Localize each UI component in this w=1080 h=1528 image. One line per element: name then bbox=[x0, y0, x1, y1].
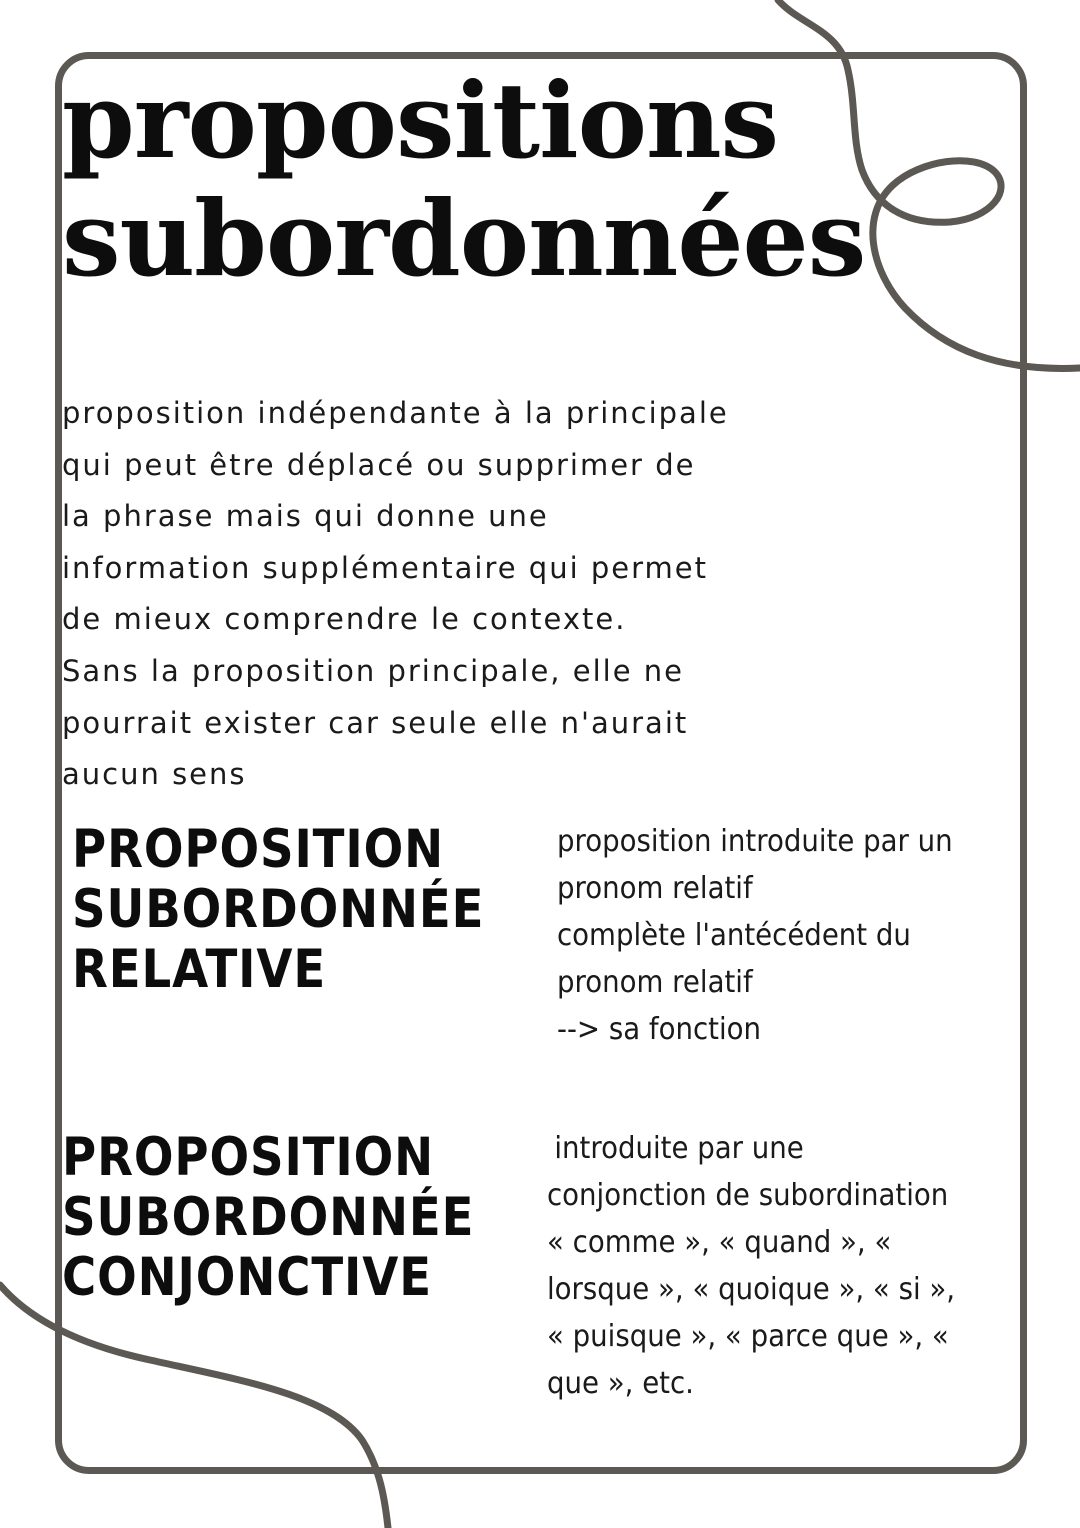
title-line: propositions bbox=[62, 59, 779, 182]
heading-line: SUBORDONNÉE bbox=[72, 879, 485, 940]
conjonctive-heading bbox=[62, 1128, 474, 1308]
heading-line: PROPOSITION bbox=[72, 819, 445, 880]
description-line: introduite par une bbox=[554, 1131, 804, 1166]
page-title bbox=[62, 59, 866, 300]
intro-line: aucun sens bbox=[62, 757, 247, 792]
intro-line: la phrase mais qui donne une bbox=[62, 499, 549, 534]
description-line: conjonction de subordination bbox=[547, 1178, 949, 1213]
intro-line: de mieux comprendre le contexte. bbox=[62, 602, 627, 637]
description-line: pronom relatif bbox=[557, 965, 753, 1000]
description-line: que », etc. bbox=[547, 1366, 694, 1401]
description-line: pronom relatif bbox=[557, 871, 753, 906]
intro-line: Sans la proposition principale, elle ne bbox=[62, 653, 684, 688]
description-line: complète l'antécédent du bbox=[557, 918, 911, 953]
description-line: --> sa fonction bbox=[557, 1012, 762, 1047]
intro-line: pourrait exister car seule elle n'aurait bbox=[62, 705, 689, 740]
intro-paragraph bbox=[62, 388, 862, 801]
intro-line: proposition indépendante à la principale bbox=[62, 396, 729, 430]
heading-line: SUBORDONNÉE bbox=[62, 1187, 475, 1248]
intro-line: qui peut être déplacé ou supprimer de bbox=[62, 447, 696, 482]
heading-line: RELATIVE bbox=[72, 939, 327, 1000]
description-line: lorsque », « quoique », « si », bbox=[547, 1272, 956, 1307]
conjonctive-description bbox=[547, 1125, 955, 1407]
title-line: subordonnées bbox=[62, 177, 866, 300]
description-line: « comme », « quand », « bbox=[547, 1225, 892, 1260]
heading-line: CONJONCTIVE bbox=[62, 1247, 432, 1308]
description-line: proposition introduite par un bbox=[557, 824, 953, 859]
intro-line: information supplémentaire qui permet bbox=[62, 550, 708, 585]
description-line: « puisque », « parce que », « bbox=[547, 1319, 949, 1354]
relative-heading bbox=[72, 820, 484, 1000]
relative-description bbox=[557, 818, 953, 1053]
heading-line: PROPOSITION bbox=[62, 1127, 435, 1188]
